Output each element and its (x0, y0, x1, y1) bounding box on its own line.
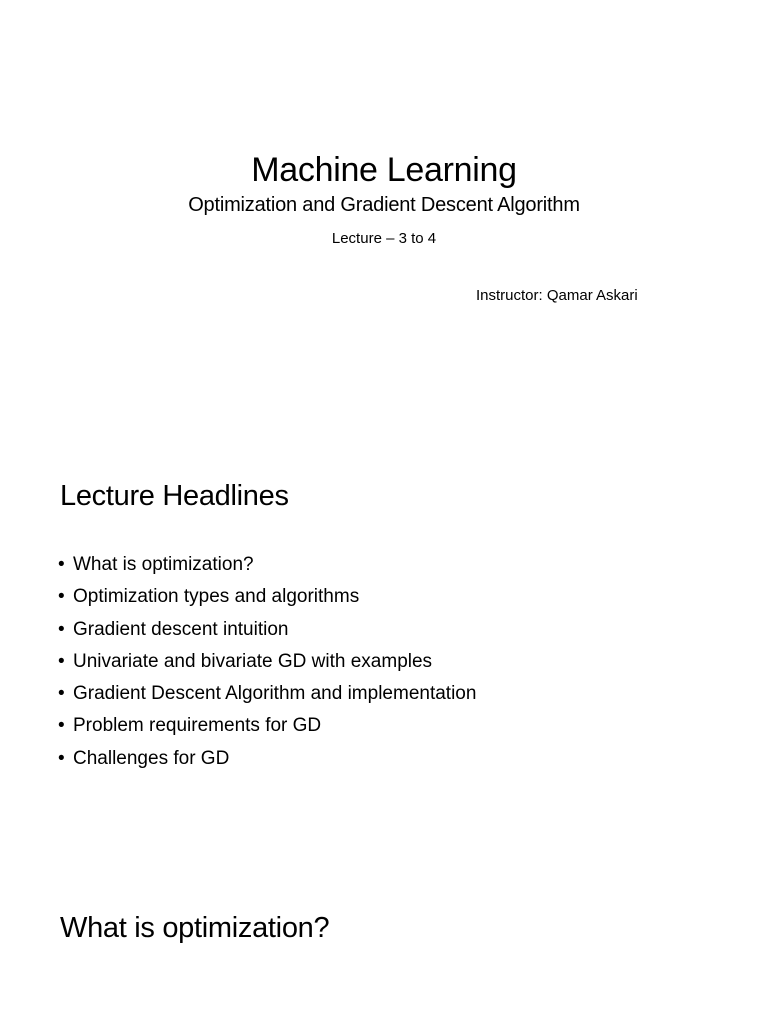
headlines-list (58, 549, 476, 775)
list-item-text: Gradient descent intuition (73, 618, 289, 640)
instructor-name: Instructor: Qamar Askari (476, 287, 638, 304)
optimization-heading: What is optimization? (60, 912, 330, 944)
presentation-title: Machine Learning (251, 151, 517, 189)
bullet-icon: • (58, 554, 65, 575)
list-item (58, 614, 476, 646)
bullet-icon: • (58, 586, 65, 608)
bullet-icon: • (58, 650, 65, 672)
optimization-slide (0, 860, 768, 1024)
list-item (58, 743, 476, 775)
list-item-text: What is optimization? (73, 554, 254, 575)
headlines-heading: Lecture Headlines (60, 480, 289, 512)
list-item (58, 549, 476, 581)
list-item-text: Problem requirements for GD (73, 715, 322, 737)
list-item-text: Univariate and bivariate GD with examples (73, 650, 433, 672)
bullet-icon: • (58, 618, 65, 640)
list-item-text: Optimization types and algorithms (73, 586, 360, 608)
presentation-subtitle: Optimization and Gradient Descent Algorithm (188, 194, 580, 216)
list-item-text: Gradient Descent Algorithm and implementation (73, 683, 477, 705)
list-item (58, 678, 476, 710)
bullet-icon: • (58, 747, 65, 769)
list-item (58, 710, 476, 742)
title-slide (0, 0, 768, 440)
lecture-number: Lecture – 3 to 4 (331, 230, 437, 247)
list-item-text: Challenges for GD (73, 747, 230, 769)
bullet-icon: • (58, 683, 65, 705)
list-item (58, 646, 476, 678)
list-item (58, 581, 476, 613)
headlines-slide (0, 440, 768, 860)
bullet-icon: • (58, 715, 65, 737)
